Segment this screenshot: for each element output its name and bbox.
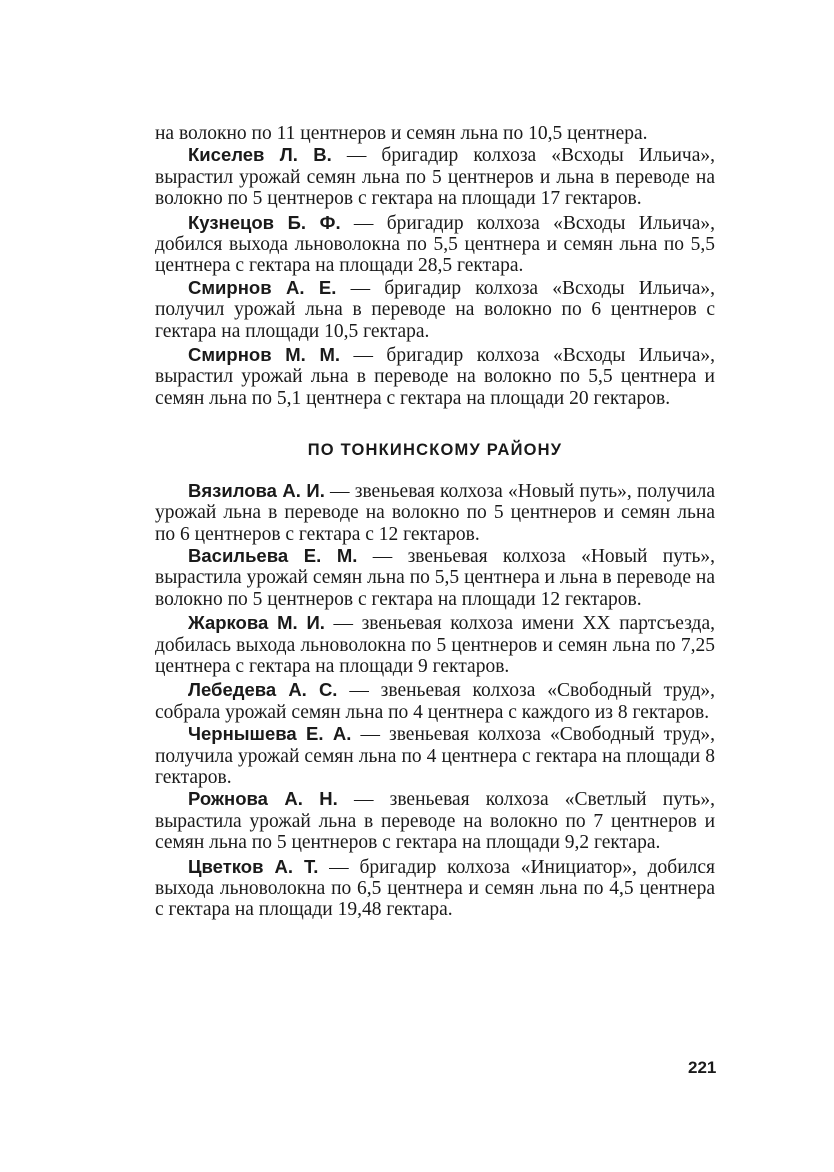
entry-paragraph: [155, 788, 715, 853]
entry-paragraph: [155, 612, 715, 677]
entry-name: Смирнов А. Е.: [188, 276, 337, 298]
entry-text: — звеньевая колхоза имени XX партсъезда, добилась выхода льноволокна по 5 центнеров и семян льна по 7,25 центнера с гектара на площади 9 гектаров.: [155, 613, 715, 677]
entry-name: Жаркова М. И.: [188, 612, 325, 634]
entry-text: — звеньевая колхоза «Свободный труд», собрала урожай семян льна по 4 центнера с каждого из 8 гектаров.: [155, 680, 715, 723]
entry-paragraph: [155, 545, 715, 610]
entry-text: — бригадир колхоза «Всходы Ильича», добился выхода льноволокна по 5,5 центнера и семян льна по 5,5 центнера с гектара на площади 28,5 гектара.: [155, 212, 715, 277]
entry-paragraph: [155, 723, 715, 788]
entry-text: — бригадир колхоза «Всходы Ильича», вырастил урожай семян льна по 5 центнеров и льна в переводе на волокно по 5 центнеров с гектара на площади 17 гектаров.: [155, 145, 715, 210]
entry-paragraph: [155, 212, 715, 277]
entry-name: Васильева Е. М.: [188, 544, 358, 566]
entry-name: Цветков А. Т.: [188, 855, 319, 877]
continuation-paragraph: на волокно по 11 центнеров и семян льна по 10,5 центнера.: [155, 123, 648, 144]
entry-name: Рожнова А. Н.: [188, 788, 338, 810]
entry-name: Вязилова А. И.: [188, 479, 325, 501]
entry-text: — звеньевая колхоза «Светлый путь», вырастила урожай льна в переводе на волокно по 7 центнеров и семян льна по 5 центнеров с гектара на площади 9,2 гектара.: [155, 789, 715, 854]
section-one: [155, 144, 715, 409]
section-heading: ПО ТОНКИНСКОМУ РАЙОНУ: [307, 441, 563, 460]
entry-name: Лебедева А. С.: [188, 679, 338, 701]
entry-paragraph: [155, 856, 715, 921]
section-two: [155, 480, 715, 921]
page-number: 221: [688, 1058, 717, 1077]
entry-name: Кузнецов Б. Ф.: [188, 211, 341, 233]
entry-name: Киселев Л. В.: [188, 144, 332, 166]
entry-text: — бригадир колхоза «Инициатор», добился выхода льноволокна по 6,5 центнера и семян льна по 4,5 центнера с гектара на площади 19,48 гектара.: [155, 856, 715, 921]
entry-paragraph: [155, 679, 715, 723]
entry-name: Чернышева Е. А.: [188, 723, 352, 745]
entry-paragraph: [155, 480, 715, 545]
entry-text: — звеньевая колхоза «Новый путь», получила урожай льна в переводе на волокно по 5 центнеров и семян льна по 6 центнеров с гектара с 12 гектаров.: [155, 480, 716, 545]
entry-text: — бригадир колхоза «Всходы Ильича», получил урожай льна в переводе на волокно по 6 центнеров с гектара на площади 10,5 гектара.: [155, 277, 716, 342]
entry-name: Смирнов М. М.: [188, 344, 341, 366]
entry-text: — звеньевая колхоза «Свободный труд», получила урожай семян льна по 4 центнера с гектара на площади 8 гектаров.: [155, 724, 715, 788]
entry-text: — звеньевая колхоза «Новый путь», вырастила урожай семян льна по 5,5 центнера и льна в переводе на волокно по 5 центнеров с гектара на площади 12 гектаров.: [155, 545, 715, 610]
page-body: [155, 123, 715, 921]
entry-paragraph: [155, 277, 715, 342]
entry-text: — бригадир колхоза «Всходы Ильича», вырастил урожай льна в переводе на волокно по 5,5 центнера и семян льна по 5,1 центнера с гектара на площади 20 гектаров.: [155, 345, 715, 409]
entry-paragraph: [155, 144, 715, 209]
entry-paragraph: [155, 344, 715, 409]
